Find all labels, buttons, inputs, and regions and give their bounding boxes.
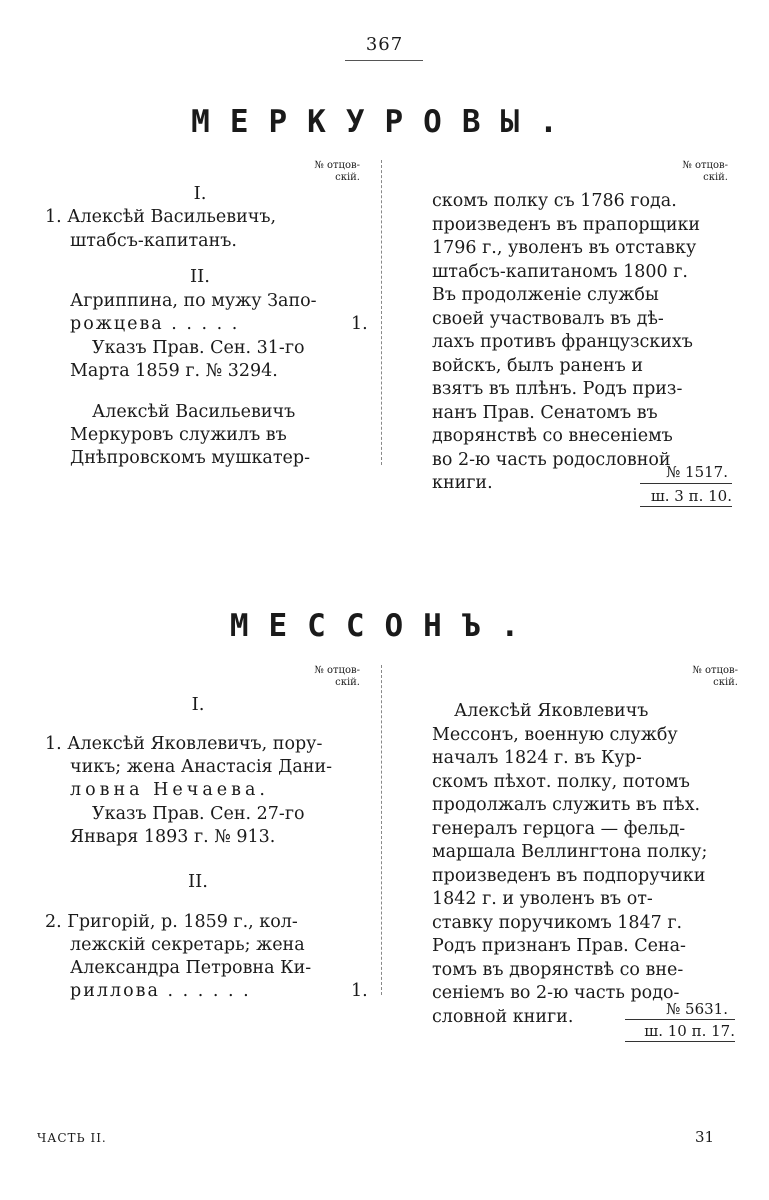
bio-line: началъ 1824 г. въ Кур- (432, 748, 642, 768)
record-rule (625, 1019, 735, 1020)
column-divider (381, 665, 382, 995)
record-rule (625, 1041, 735, 1042)
decree-line: Указъ Прав. Сен. 27-го (92, 804, 305, 824)
entry-line: 1. Алексѣй Васильевичъ, (45, 207, 277, 227)
bio-line: 1796 г., уволенъ въ отставку (432, 238, 697, 258)
column-label-right: № отцов- скій. (692, 665, 738, 688)
entry-line: штабсъ-капитанъ. (70, 231, 237, 251)
column-label-right: № отцов- скій. (682, 160, 728, 183)
entry-line: риллова . . . . . . (70, 981, 251, 1001)
bio-line: томъ въ дворянствѣ со внe- (432, 959, 684, 980)
page-number-rule (345, 60, 423, 61)
bio-line: Родъ признанъ Прав. Сена- (432, 936, 686, 956)
bio-line: сеніемъ во 2-ю часть родо- (432, 983, 680, 1003)
roman-numeral: II. (188, 871, 208, 892)
decree-line: Указъ Прав. Сен. 31-го (92, 338, 305, 358)
record-rule (640, 483, 732, 484)
bio-line: штабсъ-капитаномъ 1800 г. (432, 261, 688, 282)
bio-line: во 2-ю часть родословной (432, 449, 671, 470)
bio-line: лахъ противъ французскихъ (432, 332, 693, 352)
bio-line: словной книги. (432, 1006, 574, 1027)
record-number: № 1517. (666, 463, 728, 481)
bio-line: скомъ полку съ 1786 года. (432, 191, 677, 211)
bio-line: маршала Веллингтона полку; (432, 842, 708, 862)
entry-father-number: 1. (351, 314, 368, 334)
entry-line: Агриппина, по мужу Запо- (70, 291, 317, 311)
roman-numeral: I. (191, 694, 205, 715)
bio-line: Алексѣй Васильевичъ (92, 402, 296, 422)
footer-signature-number: 31 (695, 1128, 715, 1146)
bio-line: Мессонъ, военную службу (432, 724, 678, 745)
entry-line: ловна Нечаева. (70, 780, 269, 800)
bio-line: Меркуровъ служилъ въ (70, 425, 287, 445)
record-number: № 5631. (666, 1000, 728, 1018)
bio-line: нанъ Прав. Сенатомъ въ (432, 402, 658, 423)
bio-line: произведенъ въ прапорщики (432, 214, 701, 235)
entry-father-number: 1. (351, 981, 368, 1001)
record-location: ш. 3 п. 10. (650, 487, 732, 505)
bio-line: своей участвовалъ въ дѣ- (432, 308, 664, 329)
entry-line: рожцева . . . . . (70, 314, 240, 334)
entry-line: 1. Алексѣй Яковлевичъ, пору- (45, 734, 323, 754)
footer-part-label: ЧАСТЬ II. (37, 1131, 107, 1145)
bio-text (432, 700, 707, 1029)
page-number: 367 (365, 34, 404, 55)
record-rule (640, 506, 732, 507)
bio-line: ставку поручикомъ 1847 г. (432, 912, 683, 933)
section-title-merkurovy: МЕРКУРОВЫ. (191, 104, 578, 140)
bio-line: войскъ, былъ раненъ и (432, 355, 644, 376)
entry-line: Александра Петровна Ки- (70, 958, 312, 978)
entry-line: лежскій секретарь; жена (70, 935, 305, 955)
bio-line: дворянствѣ со внесеніемъ (432, 426, 673, 446)
column-label-left: № отцов- скій. (314, 160, 360, 183)
bio-continuation (432, 190, 700, 496)
decree-line: Января 1893 г. № 913. (70, 827, 276, 847)
bio-line: Алексѣй Яковлевичъ (454, 701, 649, 721)
roman-numeral: I. (193, 183, 207, 204)
column-divider (381, 160, 382, 465)
roman-numeral: II. (190, 266, 210, 287)
decree-line: Марта 1859 г. № 3294. (70, 361, 278, 381)
bio-line: Въ продолженіе службы (432, 285, 659, 305)
bio-line: 1842 г. и уволенъ въ от- (432, 889, 653, 909)
entry-line: 2. Григорій, р. 1859 г., кол- (45, 912, 298, 932)
bio-line: генералъ герцога — фельд- (432, 818, 686, 839)
entry-line: чикъ; жена Анастасія Дани- (70, 757, 333, 777)
section-title-messon: МЕССОНЪ. (229, 608, 540, 644)
bio-line: книги. (432, 473, 493, 493)
record-location: ш. 10 п. 17. (644, 1022, 735, 1040)
bio-line: Днѣпровскомъ мушкатер- (70, 448, 310, 468)
bio-line: произведенъ въ подпоручики (432, 865, 706, 886)
column-label-left: № отцов- скій. (314, 665, 360, 688)
bio-line: взятъ въ плѣнъ. Родъ приз- (432, 379, 683, 399)
bio-line: скомъ пѣхот. полку, потомъ (432, 771, 690, 792)
bio-line: продолжалъ служить въ пѣх. (432, 795, 701, 815)
